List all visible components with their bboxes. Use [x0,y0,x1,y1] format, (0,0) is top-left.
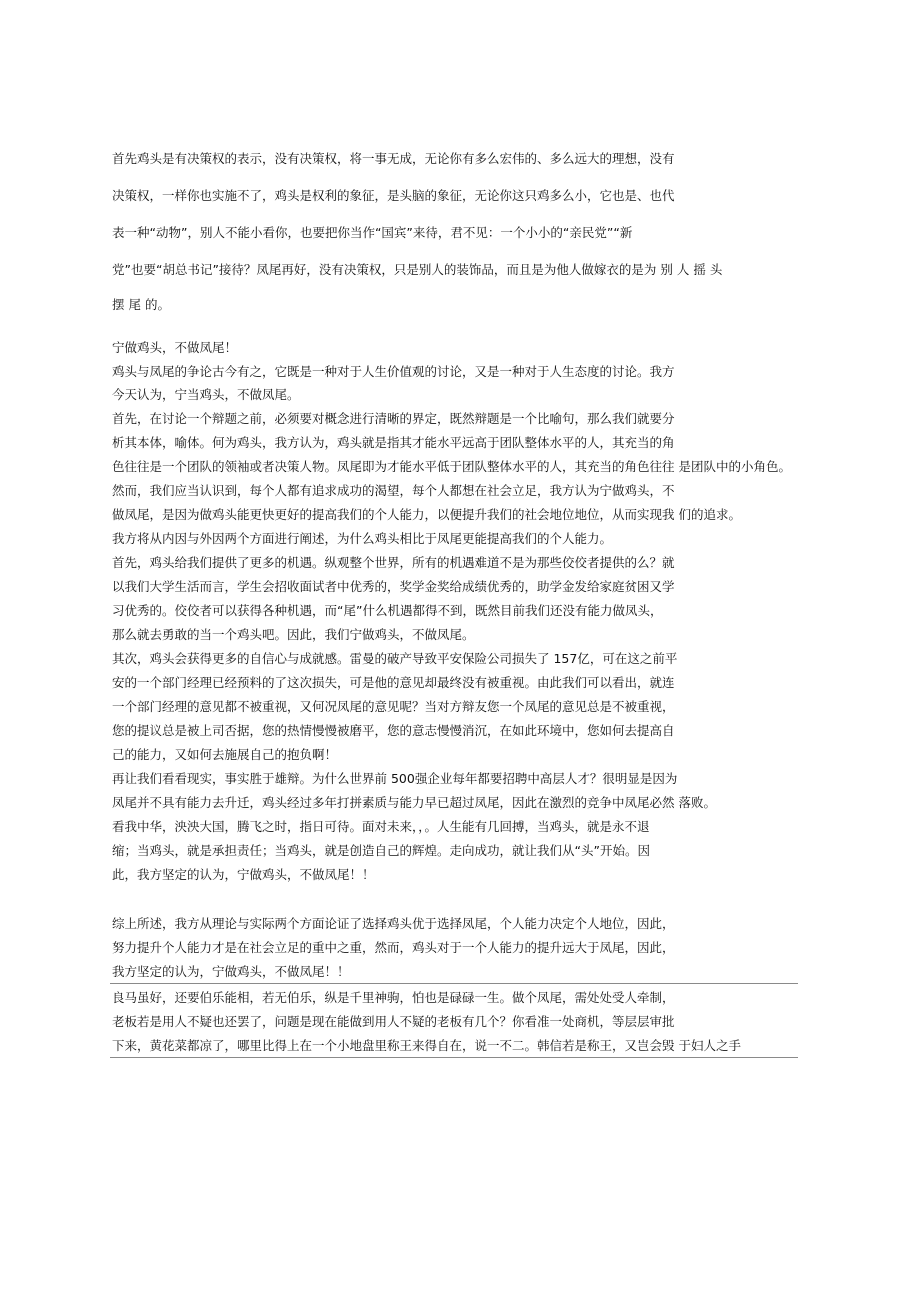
body-line: 安的一个部门经理已经预料的了这次损失，可是他的意见却最终没有被重视。由此我们可以看出，就连 [112,675,675,690]
paragraph-1-line-1: 首先鸡头是有决策权的表示，没有决策权，将一事无成，无论你有多么宏伟的、多么远大的理想，没有 [112,151,675,166]
final-line: 下来，黄花菜都凉了，哪里比得上在一个小地盘里称王来得自在，说一不二。韩信若是称王，又岂会毁 于妇人之手 [112,1038,741,1053]
body-line: 看我中华，泱泱大国，腾飞之时，指日可待。面对未来，，。人生能有几回搏，当鸡头，就是永不退 [112,819,650,834]
paragraph-1-line-2: 决策权，一样你也实施不了，鸡头是权利的象征，是头脑的象征，无论你这只鸡多么小，它也是、也代 [112,188,675,203]
body-line: 您的提议总是被上司否据，您的热情慢慢被磨平，您的意志慢慢消沉，在如此环境中，您如何去提高自 [112,723,675,738]
body-line: 那么就去勇敢的当一个鸡头吧。因此，我们宁做鸡头，不做凤尾。 [112,627,475,642]
body-line: 其次，鸡头会获得更多的自信心与成就感。雷曼的破产导致平安保险公司损失了 157亿，可在这之前平 [112,651,678,666]
divider-line [110,983,798,984]
body-line: 缩；当鸡头，就是承担责任；当鸡头，就是创造自己的辉煌。走向成功，就让我们从“头”开始。因 [112,843,650,858]
final-line: 良马虽好，还要伯乐能相，若无伯乐，纵是千里神驹，怕也是碌碌一生。做个凤尾，需处处受人牵制， [112,990,675,1005]
body-line: 色往往是一个团队的领袖或者决策人物。凤尾即为才能水平低于团队整体水平的人，其充当的角色往往 是团队中的小角色。 [112,459,791,474]
conclusion-line: 努力提升个人能力才是在社会立足的重中之重，然而，鸡头对于一个人能力的提升远大于凤尾，因此， [112,940,675,955]
divider-line [110,1057,798,1058]
body-line: 首先，鸡头给我们提供了更多的机遇。纵观整个世界，所有的机遇难道不是为那些佼佼者提供的么？就 [112,555,675,570]
body-line: 析其本体，喻体。何为鸡头，我方认为，鸡头就是指其才能水平远高于团队整体水平的人，其充当的角 [112,435,675,450]
body-line: 做凤尾，是因为做鸡头能更快更好的提高我们的个人能力，以便提升我们的社会地位地位，从而实现我 们的追求。 [112,507,741,522]
body-line: 己的能力，又如何去施展自己的抱负啊！ [112,747,338,762]
final-line: 老板若是用人不疑也还罢了，问题是现在能做到用人不疑的老板有几个？你看准一处商机，等层层审批 [112,1014,675,1029]
body-line: 我方将从内因与外因两个方面进行阐述，为什么鸡头相比于凤尾更能提高我们的个人能力。 [112,531,613,546]
body-line: 鸡头与凤尾的争论古今有之，它既是一种对于人生价值观的讨论，又是一种对于人生态度的讨论。我方 [112,364,675,379]
body-line: 首先，在讨论一个辩题之前，必须要对概念进行清晰的界定，既然辩题是一个比喻句，那么我们就要分 [112,411,675,426]
body-line: 凤尾并不具有能力去升迁，鸡头经过多年打拼素质与能力早已超过凤尾，因此在激烈的竞争中凤尾必然 落败。 [112,795,716,810]
body-line: 再让我们看看现实，事实胜于雄辩。为什么世界前 500强企业每年都要招聘中高层人才？很明显是因为 [112,771,678,786]
body-line: 宁做鸡头，不做凤尾！ [112,340,238,355]
conclusion-line: 综上所述，我方从理论与实际两个方面论证了选择鸡头优于选择凤尾，个人能力决定个人地位，因此， [112,916,675,931]
body-line: 习优秀的。佼佼者可以获得各种机遇，而“尾”什么机遇都得不到，既然目前我们还没有能力做凤头， [112,603,663,618]
body-line: 今天认为，宁当鸡头，不做凤尾。 [112,387,300,402]
paragraph-1-line-4: 党”也要“胡总书记”接待？凤尾再好，没有决策权，只是别人的装饰品，而且是为他人做嫁衣的是为 别 人 摇 头 [112,262,723,277]
paragraph-1-line-3: 表一种“动物”，别人不能小看你，也要把你当作“国宾”来待，君不见：一个小小的“亲民党”“新 [112,225,633,240]
paragraph-1-line-5: 摆 尾 的。 [112,297,170,312]
body-line: 一个部门经理的意见都不被重视，又何况凤尾的意见呢？当对方辩友您一个凤尾的意见总是不被重视， [112,699,675,714]
body-line: 然而，我们应当认识到，每个人都有追求成功的渴望，每个人都想在社会立足，我方认为宁做鸡头，不 [112,483,675,498]
body-line: 以我们大学生活而言，学生会招收面试者中优秀的，奖学金奖给成绩优秀的，助学金发给家庭贫困又学 [112,579,675,594]
conclusion-line: 我方坚定的认为，宁做鸡头，不做凤尾！！ [112,964,350,979]
body-line: 此，我方坚定的认为，宁做鸡头，不做凤尾！！ [112,867,375,882]
